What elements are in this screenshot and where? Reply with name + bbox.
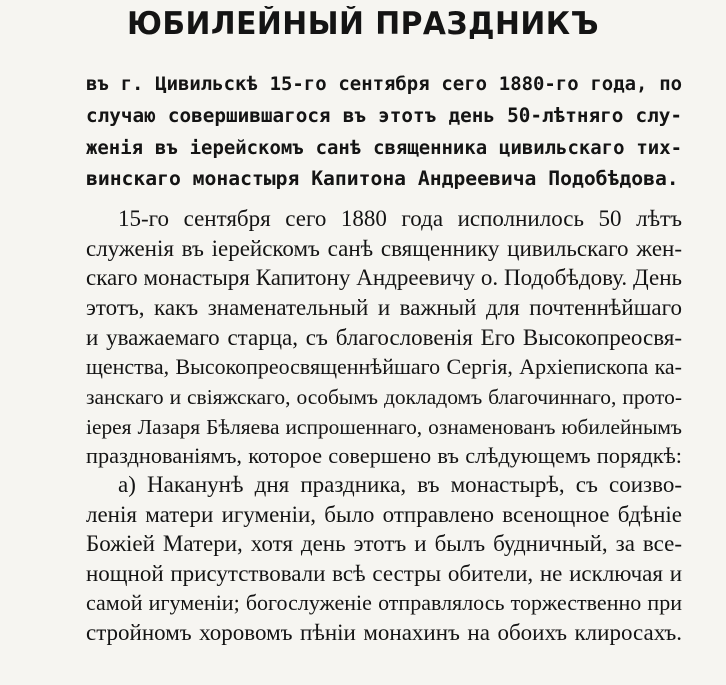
body-line: и уважаемаго старца, съ благословенія Его Высокопреосвя- — [86, 325, 682, 350]
body-line: 15-го сентября сего 1880 года исполнилось 50 лѣтъ — [118, 206, 682, 231]
body-line: празднованіямъ, которое совершено въ слѣдующемъ порядкѣ: — [86, 443, 682, 468]
body-line: Божіей Матери, хотя день этотъ и былъ будничный, за все- — [86, 531, 682, 556]
document-title: ЮБИЛЕЙНЫЙ ПРАЗДНИКЪ — [126, 6, 600, 42]
body-line: ленія матери игуменіи, было отправлено всенощное бдѣніе — [86, 502, 682, 527]
body-line: стройномъ хоровомъ пѣніи монахинъ на обоихъ клиросахъ. — [86, 620, 682, 645]
header-line: въ г. Цивильскѣ 15-го сентября сего 1880-го года, по — [86, 73, 682, 95]
body-line: іерея Лазаря Бѣляева испрошеннаго, ознаменованъ юбилейнымъ — [86, 415, 682, 439]
body-line: занскаго и свіяжскаго, особымъ докладомъ благочиннаго, прото- — [86, 385, 682, 409]
body-line: а) Наканунѣ дня праздника, въ монастырѣ, съ соизво- — [118, 472, 682, 497]
header-line: винскаго монастыря Капитона Андреевича Подобѣдова. — [86, 167, 679, 190]
body-line: служенія въ іерейскомъ санѣ священнику цивильскаго жен- — [86, 236, 682, 261]
body-line: самой игуменіи; богослуженіе отправлялось торжественно при — [86, 590, 682, 615]
body-line: этотъ, какъ знаменательный и важный для почтеннѣйшаго — [86, 295, 682, 320]
body-line: щенства, Высокопреосвященнѣйшаго Сергія, Архіепископа ка- — [86, 354, 682, 379]
header-line: женія въ іерейскомъ санѣ священника цивильскаго тих- — [86, 137, 682, 159]
body-line: скаго монастыря Капитону Андреевичу о. Подобѣдову. День — [86, 265, 682, 290]
header-line: случаю совершившагося въ этотъ день 50-лѣтняго слу- — [86, 104, 682, 127]
body-line: нощной присутствовали всѣ сестры обители, не исключая и — [86, 561, 682, 586]
